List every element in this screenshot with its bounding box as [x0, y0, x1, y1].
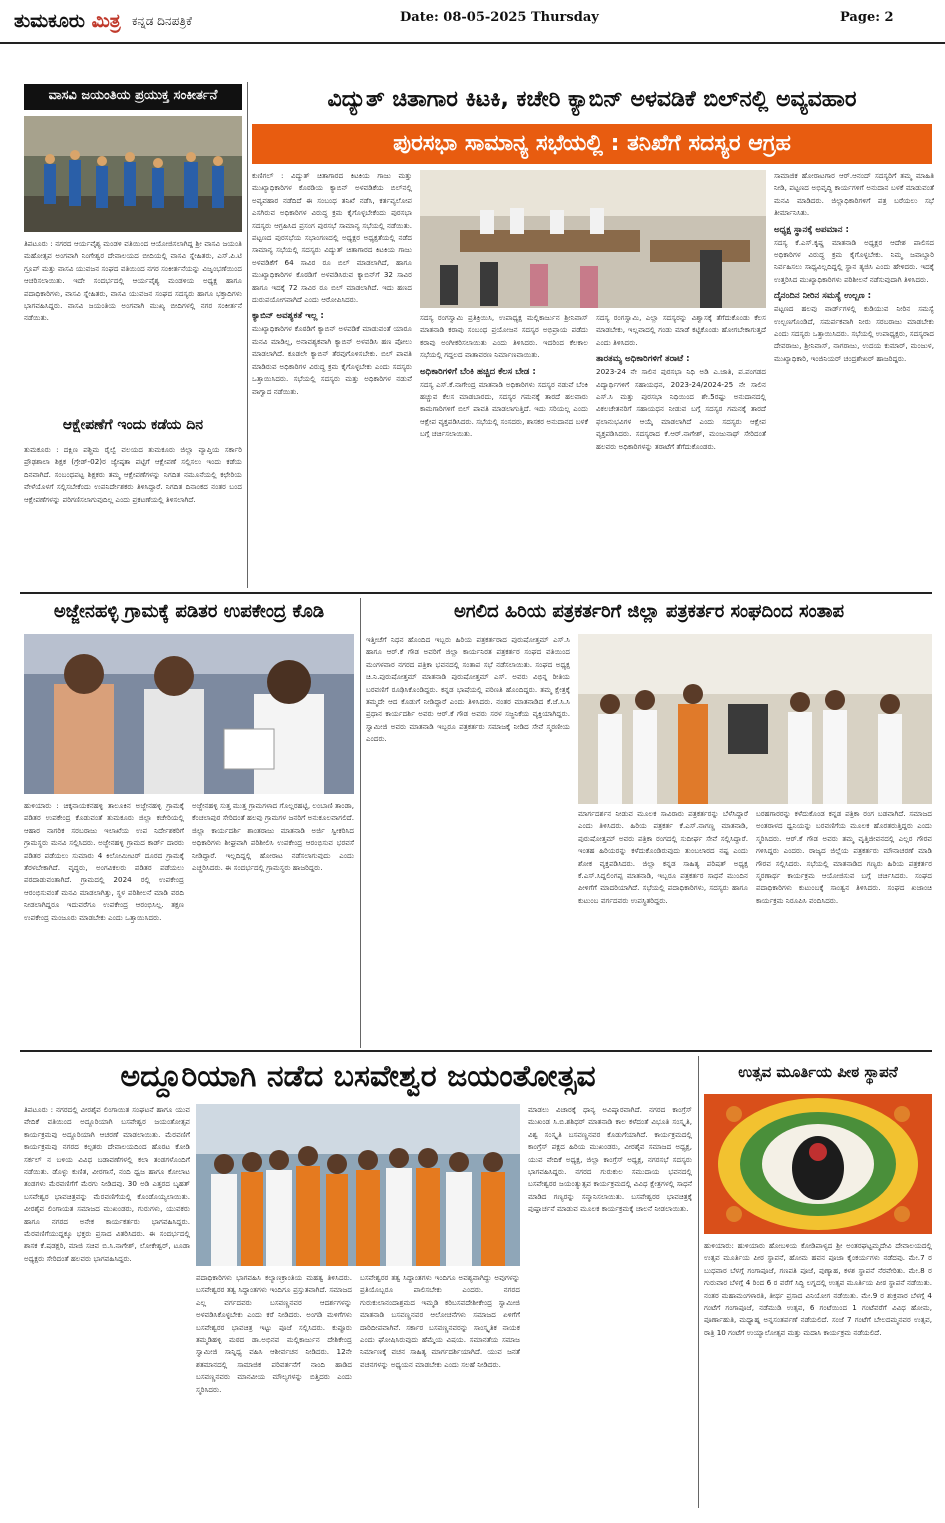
tagline: ಕನ್ನಡ ದಿನಪತ್ರಿಕೆ — [132, 14, 193, 28]
objection-headline: ಆಕ್ಷೇಪಣೆಗೆ ಇಂದು ಕಡೆಯ ದಿನ — [62, 417, 204, 433]
vasavi-headline: ವಾಸವಿ ಜಯಂತಿಯ ಪ್ರಯುಕ್ತ ಸಂಕೀರ್ತನೆ — [24, 84, 242, 110]
condolence-meeting-photo — [578, 634, 932, 804]
lead-column-1: ಕುಣಿಗಲ್ : ವಿದ್ಯುತ್ ಚಿತಾಗಾರದ ಕಿಟಕಿಯ ಗಾಜು ಮತ್ತು ಮುಖ್ಯಾಧಿಕಾರಿಗಳ ಕೊಠಡಿಯ ಕ್ಯಾಬಿನ್ ಅಳವಡಿಕೆಯ ಬಿಲ್‌ನಲ್ಲಿ ಅವ್ಯವಹಾರ ನಡೆದಿದೆ ಈ ಸಂಬಂಧ ತನಿಖೆ ನಡೆಸಿ, ಕರ್ತವ್ಯಲೋಪ ಎಸಗಿರುವ ಅಧಿಕಾರಿಗಳ ವಿರುದ್ಧ ಕ್ರಮ ಕೈಗೊಳ್ಳಬೇಕೆಂದು ಪುರಸಭಾ ಸದಸ್ಯರು ಆಗ್ರಹಿಸಿದ ಪ್ರಸಂಗ ಪುರಸಭೆ ಸಾಮಾನ್ಯ ಸಭೆಯಲ್ಲಿ ನಡೆಯಿತು. ಪಟ್ಟಣದ ಪುರಸಭೆಯ ಸಭಾಂಗಣದಲ್ಲಿ ಅಧ್ಯಕ್ಷರ ಅಧ್ಯಕ್ಷತೆಯಲ್ಲಿ ನಡೆದ ಸಾಮಾನ್ಯ ಸಭೆಯಲ್ಲಿ ಸದಸ್ಯರು ವಿದ್ಯುತ್ ಚಿತಾಗಾರದ ಕಿಟಕಿಯ ಗಾಜು ಅಳವಡಿಕೆಗೆ 64 ಸಾವಿರ ರೂ ಬಿಲ್ ಮಾಡಲಾಗಿದೆ, ಹಾಗೂ ಮುಖ್ಯಾಧಿಕಾರಿಗಳ ಕೊಠಡಿಗೆ ಅಳವಡಿಸಿರುವ ಕ್ಯಾಬಿನ್‌ಗೆ 32 ಸಾವಿರ ಹಾಗೂ ಇದಕ್ಕೆ 72 ಸಾವಿರ ರೂ ಬಿಲ್ ಮಾಡಲಾಗಿದೆ. ಇದು ಹಣದ ದುರುಪಯೋಗವಾಗಿದೆ ಎಂದು ಆರೋಪಿಸಿದರು. ಕ್ಯಾಬಿನ್ ಅವಶ್ಯಕತೆ ಇಲ್ಲ : ಮುಖ್ಯಾಧಿಕಾರಿಗಳ ಕೊಠಡಿಗೆ ಕ್ಯಾಬಿನ್ ಅಳವಡಿಕೆ ಮಾಡುವಂತೆ ಯಾರೂ ಮನವಿ ಮಾಡಿಲ್ಲ, ಅನಾವಶ್ಯಕವಾಗಿ ಕ್ಯಾಬಿನ್ ಅಳವಡಿಸಿ ಹಣ ಪೋಲು ಮಾಡಲಾಗಿದೆ. ಕೂಡಲೇ ಕ್ಯಾಬಿನ್ ತೆರವುಗೊಳಿಸಬೇಕು. ಬಿಲ್ ಪಾವತಿ ಮಾಡಿರುವ ಅಧಿಕಾರಿಗಳ ವಿರುದ್ಧ ಕ್ರಮ ಕೈಗೊಳ್ಳಬೇಕು ಎಂದು ಸದಸ್ಯರು ಒತ್ತಾಯಿಸಿದರು. ಸಭೆಯಲ್ಲಿ ಸದಸ್ಯರು ಮತ್ತು ಅಧಿಕಾರಿಗಳ ನಡುವೆ ವಾಗ್ವಾದ ನಡೆಯಿತು. — [252, 171, 412, 396]
vasavi-article-body: ತಿಪಟೂರು : ನಗರದ ಆರ್ಯವೈಶ್ಯ ಮಂಡಳಿ ವತಿಯಿಂದ ಆಯೋಜಿಸಲಾಗಿದ್ದ ಶ್ರೀ ವಾಸವಿ ಜಯಂತಿ ಮಹೋತ್ಸವ ಅಂಗವಾಗಿ ನಿಂಗೇಶ್ವರ ದೇವಾಲಯದ ಬೀದಿಯಲ್ಲಿ ವಾಸವಿ ಸ್ನೇಹಿತರು, ಎಸ್.ಪಿ.ಟಿ ಗ್ರೂಪ್ ಮತ್ತು ವಾಸವಿ ಯುವಜನ ಸಂಘದ ವತಿಯಿಂದ ನಗರ ಸಂಕೀರ್ತನೆಯನ್ನು ವಿಜೃಂಭಣೆಯಿಂದ ಆಚರಿಸಲಾಯಿತು. ಇದೇ ಸಂದರ್ಭದಲ್ಲಿ ಆರ್ಯವೈಶ್ಯ ಮಂಡಳಿಯ ಅಧ್ಯಕ್ಷ ಹಾಗೂ ಪದಾಧಿಕಾರಿಗಳು, ವಾಸವಿ ಸ್ನೇಹಿತರು, ವಾಸವಿ ಯುವಜನ ಸಂಘದ ಸದಸ್ಯರು ಹಾಗೂ ಭಕ್ತಾದಿಗಳು ಭಾಗವಹಿಸಿದ್ದರು. ವಾಸವಿ ಜಯಂತಿಯ ಅಂಗವಾಗಿ ಮುಖ್ಯ ಬೀದಿಗಳಲ್ಲಿ ನಗರ ಸಂಕೀರ್ತನೆ ನಡೆಯಿತು. — [24, 239, 242, 323]
condolence-headline: ಅಗಲಿದ ಹಿರಿಯ ಪತ್ರಕರ್ತರಿಗೆ ಜಿಲ್ಲಾ ಪತ್ರಕರ್ತರ ಸಂಘದಿಂದ ಸಂತಾಪ — [453, 601, 845, 622]
newspaper-logo: ತುಮಕೂರು ಮಿತ್ರ — [14, 10, 121, 32]
lead-subheadline: ಪುರಸಭಾ ಸಾಮಾನ್ಯ ಸಭೆಯಲ್ಲಿ : ತನಿಖೆಗೆ ಸದಸ್ಯರ ಆಗ್ರಹ — [252, 124, 932, 164]
issue-date: Date: 08-05-2025 Thursday — [400, 10, 599, 25]
petition-photo — [24, 634, 354, 794]
utsava-article-body: ಹುಳಿಯಾರು: ಹುಳಿಯಾರು ಹೋಬಳಿಯ ಕೋಡಿಪಾಳ್ಯದ ಶ್ರೀ ಅಂತರಘಟ್ಟಮ್ಮದೇವಿ ದೇವಾಲಯದಲ್ಲಿ ಉತ್ಸವ ಮೂರ್ತಿಯ ಪೀಠ ಸ್ಥಾಪನೆ, ಹೋಮ ಹವನ ಪೂಜಾ ಕೈಂಕರ್ಯಗಳು ನಡೆದವು. ಮೇ.7 ರ ಬುಧವಾರ ಬೆಳಗ್ಗೆ ಗಂಗಾಪೂಜೆ, ಗಣಪತಿ ಪೂಜೆ, ಪುಣ್ಯಾಹ, ಕಳಶ ಸ್ಥಾಪನೆ ನೆರವೇರಿತು. ಮೇ.8 ರ ಗುರುವಾರ ಬೆಳಗ್ಗೆ 4 ರಿಂದ 6 ರ ವರೆಗೆ ಸಿದ್ಧಿ ಲಗ್ನದಲ್ಲಿ ಉತ್ಸವ ಮೂರ್ತಿಯ ಪೀಠ ಸ್ಥಾಪನೆ ನಡೆಯಿತು. ನಂತರ ಮಹಾಮಂಗಳಾರತಿ, ತೀರ್ಥ ಪ್ರಸಾದ ವಿನಿಯೋಗ ನಡೆಯಿತು. ಮೇ.9 ರ ಶುಕ್ರವಾರ ಬೆಳಗ್ಗೆ 4 ಗಂಟೆಗೆ ಗಂಗಾಪೂಜೆ, ನಡೆಮುಡಿ ಉತ್ಸವ, 6 ಗಂಟೆಯಿಂದ 1 ಗಂಟೆವರೆಗೆ ವಿವಿಧ ಹೋಮ, ಪೂರ್ಣಾಹುತಿ, ಮಧ್ಯಾಹ್ನ ಅನ್ನಸಂತರ್ಪಣೆ ನಡೆಯಲಿದೆ. ಸಂಜೆ 7 ಗಂಟೆಗೆ ಬೇಲದಮ್ಮನವರ ಉತ್ಸವ, ರಾತ್ರಿ 10 ಗಂಟೆಗೆ ಉಯ್ಯಾಲೋತ್ಸವ ಮತ್ತು ಮದಾಸಿ ಕಾರ್ಯಕ್ರಮ ನಡೆಯಲಿದೆ. — [704, 1241, 932, 1337]
objection-article-body: ತುಮಕೂರು : ದಕ್ಷಿಣ ಪಶ್ಚಿಮ ರೈಲ್ವೆ ವಲಯದ ತುಮಕೂರು ಜಿಲ್ಲಾ ವ್ಯಾಪ್ತಿಯ ಸರ್ಕಾರಿ ಪ್ರೌಢಶಾಲಾ ಶಿಕ್ಷಕ (ಗ್ರೇಡ್-02)ರ ಜ್ಯೇಷ್ಠತಾ ಪಟ್ಟಿಗೆ ಆಕ್ಷೇಪಣೆ ಸಲ್ಲಿಸಲು ಇಂದು ಕಡೆಯ ದಿನವಾಗಿದೆ. ಸಂಬಂಧಪಟ್ಟ ಶಿಕ್ಷಕರು ತಮ್ಮ ಆಕ್ಷೇಪಣೆಗಳನ್ನು ನಿಗದಿತ ನಮೂನೆಯಲ್ಲಿ ಕಛೇರಿಯ ವೇಳೆಯೊಳಗೆ ಸಲ್ಲಿಸಬೇಕೆಂದು ಉಪನಿರ್ದೇಶಕರು ತಿಳಿಸಿದ್ದಾರೆ. ನಿಗದಿತ ದಿನಾಂಕದ ನಂತರ ಬಂದ ಆಕ್ಷೇಪಣೆಗಳನ್ನು ಪರಿಗಣಿಸಲಾಗುವುದಿಲ್ಲ ಎಂದು ಪ್ರಕಟಣೆಯಲ್ಲಿ ತಿಳಿಸಲಾಗಿದೆ. — [24, 445, 242, 504]
basava-column-1: ತಿಪಟೂರು : ನಗರದಲ್ಲಿ ವೀರಶೈವ ಲಿಂಗಾಯಿತ ಸಂಘಟನೆ ಹಾಗೂ ಯುವ ವೇದಿಕೆ ವತಿಯಿಂದ ಅದ್ದೂರಿಯಾಗಿ ಬಸವೇಶ್ವರ ಜಯಂತೋತ್ಸವ ಕಾರ್ಯಕ್ರಮವು ಅದ್ದೂರಿಯಾಗಿ ಆಚರಣೆ ಮಾಡಲಾಯಿತು. ಮೆರವಣಿಗೆ ಕಾರ್ಯಕ್ರಮವು ನಗರದ ಕಲ್ಪತರು ದೇವಾಲಯದಿಂದ ಹೊರಟ ಕೋಡಿ ಸರ್ಕಲ್ ನ ಬಳಿಯ ವಿವಿಧ ಬಡಾವಣೆಗಳಲ್ಲಿ ಕಲಾ ತಂಡಗಳೊಂದಿಗೆ ನಡೆಯಿತು. ಡೊಳ್ಳು ಕುಣಿತ, ವೀರಗಾಸೆ, ನಂದಿ ಧ್ವಜ ಹಾಗೂ ಕೋಲಾಟ ತಂಡಗಳು ಮೆರವಣಿಗೆಗೆ ಮೆರಗು ನೀಡಿದವು. 30 ಅಡಿ ಎತ್ತರದ ಬೃಹತ್ ಬಸವೇಶ್ವರ ಭಾವಚಿತ್ರವನ್ನು ಮೆರವಣಿಗೆಯಲ್ಲಿ ಕೊಂಡೊಯ್ಯಲಾಯಿತು. ವೀರಶೈವ ಲಿಂಗಾಯತ ಸಮಾಜದ ಮುಖಂಡರು, ಗುರುಗಳು, ಯುವಕರು ಹಾಗೂ ನಗರದ ಅನೇಕ ಕಾರ್ಯಕರ್ತರು ಭಾಗವಹಿಸಿದ್ದರು. ಮೆರವಣಿಗೆಯುದ್ದಕ್ಕೂ ಭಕ್ತರು ಪ್ರಸಾದ ವಿತರಿಸಿದರು. ಈ ಸಂದರ್ಭದಲ್ಲಿ ಶಾಸಕ ಕೆ.ಷಡಕ್ಷರಿ, ಮಾಜಿ ಸಚಿವ ಬಿ.ಸಿ.ನಾಗೇಶ್, ಲೋಕೇಶ್ವರ್, ಟೂಡಾ ಅಧ್ಯಕ್ಷರು ಸೇರಿದಂತೆ ಹಲವರು ಭಾಗವಹಿಸಿದ್ದರು. — [24, 1105, 190, 1263]
deity-photo — [704, 1094, 932, 1234]
column-divider — [698, 1056, 699, 1508]
lead-headline: ವಿದ್ಯುತ್ ಚಿತಾಗಾರ ಕಿಟಕಿ, ಕಚೇರಿ ಕ್ಯಾಬಿನ್ ಅಳವಡಿಕೆ ಬಿಲ್‌ನಲ್ಲಿ ಅವ್ಯವಹಾರ — [327, 87, 857, 112]
basava-column-4: ಮಾಡಲು ವಿಚಾರಕ್ಕೆ ಧಾನ್ಯ ಅವಿಷ್ಕಾರವಾಗಿದೆ. ನಗರದ ಕಾಂಗ್ರೆಸ್ ಮುಖಂಡ ಸಿ.ಬಿ.ಶಶಿಧರ್ ಮಾತನಾಡಿ ಕಾಲ ಕಳೆದಂತೆ ವಿಭೂತಿ ಸಂಸ್ಕೃತಿ, ವಿಶ್ವ ಸಂಸ್ಕೃತಿ ಬಸವಣ್ಣನವರ ಕೊಡುಗೆಯಾಗಿದೆ. ಕಾರ್ಯಕ್ರಮದಲ್ಲಿ ಕಾಂಗ್ರೆಸ್ ಪಕ್ಷದ ಹಿರಿಯ ಮುಖಂಡರು, ವೀರಶೈವ ಸಮಾಜದ ಅಧ್ಯಕ್ಷ, ಯುವ ವೇದಿಕೆ ಅಧ್ಯಕ್ಷ, ಜಿಲ್ಲಾ ಕಾಂಗ್ರೆಸ್ ಅಧ್ಯಕ್ಷ, ನಗರಸಭೆ ಸದಸ್ಯರು ಭಾಗವಹಿಸಿದ್ದರು. ನಗರದ ಗುರುಕುಲ ಸಮುದಾಯ ಭವನದಲ್ಲಿ ಬಸವೇಶ್ವರರ ಜಯಂತ್ಯುತ್ಸವ ಕಾರ್ಯಕ್ರಮದಲ್ಲಿ ವಿವಿಧ ಕ್ಷೇತ್ರಗಳಲ್ಲಿ ಸಾಧನೆ ಮಾಡಿದ ಗಣ್ಯರನ್ನು ಸನ್ಮಾನಿಸಲಾಯಿತು. ಬಸವೇಶ್ವರರ ಭಾವಚಿತ್ರಕ್ಕೆ ಪುಷ್ಪಾರ್ಚನೆ ಮಾಡುವ ಮೂಲಕ ಕಾರ್ಯಕ್ರಮಕ್ಕೆ ಚಾಲನೆ ನೀಡಲಾಯಿತು. — [528, 1105, 692, 1214]
lead-column-3: ಸದಸ್ಯ ರಂಗಸ್ವಾಮಿ, ಎಲ್ಲಾ ಸದಸ್ಯರನ್ನು ವಿಶ್ವಾಸಕ್ಕೆ ತೆಗೆದುಕೊಂಡು ಕೆಲಸ ಮಾಡಬೇಕು, ಇಲ್ಲವಾದಲ್ಲಿ ಗಂಡು ಮಾಡೆ ಕಟ್ಟಿಕೊಂಡು ಹೋಗಬೇಕಾಗುತ್ತದೆ ಎಂದು ತಿಳಿಸಿದರು. ತಾರತಮ್ಯ ಅಧಿಕಾರಿಗಳಿಗೆ ತರಾಟೆ : 2023-24 ನೇ ಸಾಲಿನ ಪುರಸಭಾ ನಿಧಿ ಅಡಿ ಎ.ಜಾತಿ, ಪ.ಪಂಗಡದ ವಿದ್ಯಾರ್ಥಿಗಳಿಗೆ ಸಹಾಯಧನ, 2023-24/2024-25 ನೇ ಸಾಲಿನ ಎಸ್.ಸಿ ಮತ್ತು ಪುರಸಭಾ ನಿಧಿಯಿಂದ ಶೇ.5ರಷ್ಟು ಅನುದಾನದಲ್ಲಿ ವಿಕಲಚೇತನರಿಗೆ ಸಹಾಯಧನ ನೀಡುವ ಬಗ್ಗೆ ಸದಸ್ಯರ ಗಮನಕ್ಕೆ ತಾರದೆ ಫಲಾನುಭವಿಗಳ ಆಯ್ಕೆ ಮಾಡಲಾಗಿದೆ ಎಂದು ಸದಸ್ಯರು ಆಕ್ಷೇಪ ವ್ಯಕ್ತಪಡಿಸಿದರು. ಸದಸ್ಯರಾದ ಕೆ.ಆರ್.ನಾಗೇಶ್, ಮಂಜುನಾಥ್ ಸೇರಿದಂತೆ ಹಲವರು ಅಧಿಕಾರಿಗಳನ್ನು ತರಾಟೆಗೆ ತೆಗೆದುಕೊಂಡರು. — [596, 313, 766, 451]
masthead — [0, 0, 945, 44]
column-divider — [360, 598, 361, 1048]
section-divider — [20, 592, 932, 594]
condolence-column-3: ಬರಹಗಾರರನ್ನು ಕಳೆದುಕೊಂಡ ಕನ್ನಡ ಪತ್ರಿಕಾ ರಂಗ ಬಡವಾಗಿದೆ. ಸಮಾಜದ ಅಂತರಾಳದ ಧ್ವನಿಯನ್ನು ಬರವಣಿಗೆಯ ಮೂಲಕ ಹೊರತರುತ್ತಿದ್ದರು ಎಂದು ಸ್ಮರಿಸಿದರು. ಆರ್.ಕೆ ಗೌಡ ಅವರು ತಮ್ಮ ವೃತ್ತಿಜೀವನದಲ್ಲಿ ಎಲ್ಲರ ಗೌರವ ಗಳಿಸಿದ್ದರು ಎಂದರು. ರಾಜ್ಯದ ಜಿಲ್ಲೆಯ ಪತ್ರಕರ್ತರು ಮೌನಾಚರಣೆ ಮಾಡಿ ಗೌರವ ಸಲ್ಲಿಸಿದರು. ಸಭೆಯಲ್ಲಿ ಮಾತನಾಡಿದ ಗಣ್ಯರು ಹಿರಿಯ ಪತ್ರಕರ್ತರ ಸ್ಮರಣಾರ್ಥ ಕಾರ್ಯಕ್ರಮ ಆಯೋಜಿಸುವ ಬಗ್ಗೆ ಚರ್ಚಿಸಿದರು. ಸಂಘದ ಪದಾಧಿಕಾರಿಗಳು ಕುಟುಂಬಕ್ಕೆ ಸಾಂತ್ವನ ತಿಳಿಸಿದರು. ಸಂಘದ ಖಜಾಂಚಿ ಕಾರ್ಯಕ್ರಮ ನಿರೂಪಿಸಿ ವಂದಿಸಿದರು. — [756, 809, 932, 905]
condolence-column-1: ಇತ್ತೀಚೆಗೆ ನಿಧನ ಹೊಂದಿದ ಇಬ್ಬರು ಹಿರಿಯ ಪತ್ರಕರ್ತರಾದ ಪುರುಷೋತ್ತಮ್ ಎಸ್.ಸಿ ಹಾಗೂ ಆರ್.ಕೆ ಗೌಡ ಅವರಿಗೆ ಜಿಲ್ಲಾ ಕಾರ್ಯನಿರತ ಪತ್ರಕರ್ತರ ಸಂಘದ ವತಿಯಿಂದ ಮಂಗಳವಾರ ನಗರದ ಪತ್ರಿಕಾ ಭವನದಲ್ಲಿ ಸಂತಾಪ ಸಭೆ ನಡೆಸಲಾಯಿತು. ಸಂಘದ ಅಧ್ಯಕ್ಷ ಚಿ.ನಿ.ಪುರುಷೋತ್ತಮ್ ಮಾತನಾಡಿ ಪುರುಷೋತ್ತಮ್ ಎಸ್. ಅವರು ವಿಭಿನ್ನ ರೀತಿಯ ಬರವಣಿಗೆ ರೂಢಿಸಿಕೊಂಡಿದ್ದರು. ಕನ್ನಡ ಭಾಷೆಯಲ್ಲಿ ಪರಿಣತಿ ಹೊಂದಿದ್ದರು. ತಮ್ಮ ಕ್ಷೇತ್ರಕ್ಕೆ ತಮ್ಮದೇ ಆದ ಕೊಡುಗೆ ನೀಡಿದ್ದಾರೆ ಎಂದು ತಿಳಿಸಿದರು. ನಂತರ ಮಾತನಾಡಿದ ಕೆ.ಜೆ.ಸಿ.ಸಿ ಪ್ರಧಾನ ಕಾರ್ಯದರ್ಶಿ ಅವರು ಆರ್.ಕೆ ಗೌಡ ಅವರು ಸರಳ ಸಜ್ಜನಿಕೆಯ ವ್ಯಕ್ತಿಯಾಗಿದ್ದರು. ಸ್ವಾಮೀಜಿ ಅವರು ಮಾತನಾಡಿ ಇಬ್ಬರೂ ಪತ್ರಕರ್ತರು ಸಮಾಜಕ್ಕೆ ನೀಡಿದ ಸೇವೆ ಸ್ಮರಣೀಯ ಎಂದರು. — [366, 635, 570, 744]
council-meeting-photo — [420, 170, 766, 308]
ajjenahalli-column-2: ಅಜ್ಜೇನಹಳ್ಳಿ ಸುತ್ತ ಮುತ್ತ ಗ್ರಾಮಗಳಾದ ಗೊಲ್ಲರಹಟ್ಟಿ, ಲಂಬಾಣಿ ತಾಂಡಾ, ಕೆಂಚಲಾಪುರ ಸೇರಿದಂತೆ ಹಲವು ಗ್ರಾಮಗಳ ಜನರಿಗೆ ಅನುಕೂಲವಾಗಲಿದೆ. ಜಿಲ್ಲಾ ಕಾರ್ಯದರ್ಶಿ ಶಾಂತರಾಜು ಮಾತನಾಡಿ ಅರ್ಜಿ ಸ್ವೀಕರಿಸಿದ ಅಧಿಕಾರಿಗಳು ಶೀಘ್ರವಾಗಿ ಪರಿಶೀಲಿಸಿ ಉಪಕೇಂದ್ರ ಆರಂಭಿಸುವ ಭರವಸೆ ನೀಡಿದ್ದಾರೆ. ಇಲ್ಲದಿದ್ದಲ್ಲಿ ಹೋರಾಟ ನಡೆಸಲಾಗುವುದು ಎಂದು ಎಚ್ಚರಿಸಿದರು. ಈ ಸಂದರ್ಭದಲ್ಲಿ ಗ್ರಾಮಸ್ಥರು ಹಾಜರಿದ್ದರು. — [192, 801, 354, 873]
basava-procession-photo — [196, 1104, 520, 1266]
procession-photo — [24, 116, 242, 232]
column-divider — [247, 82, 248, 588]
lead-column-2: ಸದಸ್ಯ ರಂಗಸ್ವಾಮಿ ಪ್ರತಿಕ್ರಿಯಿಸಿ, ಉಪಾಧ್ಯಕ್ಷ ಮಲ್ಲಿಕಾರ್ಜುನ ಶ್ರೀನಿವಾಸ್ ಮಾತನಾಡಿ ಕರಾವು ಸಂಬಂಧ ಪ್ರಯೋಜನ ಸದಸ್ಯರ ಅಭಿಪ್ರಾಯ ಪಡೆದು ಕರಾವು ಅಂಗೀಕರಿಸಲಾಯಿತು ಎಂದು ತಿಳಿಸಿದರು. ಇದರಿಂದ ಕೆಲಕಾಲ ಸಭೆಯಲ್ಲಿ ಗದ್ದಲದ ವಾತಾವರಣ ನಿರ್ಮಾಣವಾಯಿತು. ಅಧಿಕಾರಿಗಳಿಗೆ ಬೆಂಕಿ ಹಚ್ಚಿದ ಕೆಲಸ ಬೇಡ : ಸದಸ್ಯ ಎಸ್.ಕೆ.ನಾಗೇಂದ್ರ ಮಾತನಾಡಿ ಅಧಿಕಾರಿಗಳು ಸದಸ್ಯರ ನಡುವೆ ಬೆಂಕಿ ಹಚ್ಚುವ ಕೆಲಸ ಮಾಡಬಾರದು, ಸದಸ್ಯರ ಗಮನಕ್ಕೆ ತಾರದೆ ಹಲವಾರು ಕಾಮಗಾರಿಗಳಿಗೆ ಬಿಲ್ ಪಾವತಿ ಮಾಡಲಾಗುತ್ತಿದೆ. ಇದು ಸರಿಯಲ್ಲ ಎಂದು ಆಕ್ಷೇಪ ವ್ಯಕ್ತಪಡಿಸಿದರು. ಸಭೆಯಲ್ಲಿ ಸಂಸದರು, ಶಾಸಕರ ಅನುದಾನದ ಬಳಕೆ ಬಗ್ಗೆ ಚರ್ಚಿಸಲಾಯಿತು. — [420, 313, 588, 439]
condolence-column-2: ಮಾರ್ಗದರ್ಶನ ನೀಡುವ ಮೂಲಕ ಸಾವಿರಾರು ಪತ್ರಕರ್ತರನ್ನು ಬೆಳೆಸಿದ್ದಾರೆ ಎಂದು ತಿಳಿಸಿದರು. ಹಿರಿಯ ಪತ್ರಕರ್ತ ಕೆ.ಎಸ್.ನಾಗಣ್ಣ ಮಾತನಾಡಿ, ಪುರುಷೋತ್ತಮ್ ಅವರು ಪತ್ರಿಕಾ ರಂಗದಲ್ಲಿ ಸುದೀರ್ಘ ಸೇವೆ ಸಲ್ಲಿಸಿದ್ದಾರೆ. ಇಂತಹ ಹಿರಿಯರನ್ನು ಕಳೆದುಕೊಂಡಿರುವುದು ತುಂಬಲಾರದ ನಷ್ಟ ಎಂದು ಶೋಕ ವ್ಯಕ್ತಪಡಿಸಿದರು. ಜಿಲ್ಲಾ ಕನ್ನಡ ಸಾಹಿತ್ಯ ಪರಿಷತ್ ಅಧ್ಯಕ್ಷ ಕೆ.ಎಸ್.ಸಿದ್ದಲಿಂಗಪ್ಪ ಮಾತನಾಡಿ, ಇಬ್ಬರೂ ಪತ್ರಕರ್ತರ ಸಾಧನೆ ಮುಂದಿನ ಪೀಳಿಗೆಗೆ ಮಾದರಿಯಾಗಿದೆ. ಸಭೆಯಲ್ಲಿ ಪದಾಧಿಕಾರಿಗಳು, ಸದಸ್ಯರು ಹಾಗೂ ಕುಟುಂಬ ವರ್ಗದವರು ಉಪಸ್ಥಿತರಿದ್ದರು. — [578, 809, 748, 905]
utsava-headline: ಉತ್ಸವ ಮೂರ್ತಿಯ ಪೀಠ ಸ್ಥಾಪನೆ — [738, 1063, 898, 1081]
basava-column-3: ಬಸವೇಶ್ವರರ ತತ್ವ ಸಿದ್ಧಾಂತಗಳು ಇಂದಿಗೂ ಅವಶ್ಯವಾಗಿದ್ದು ಅವುಗಳನ್ನು ಪ್ರತಿಯೊಬ್ಬರೂ ಪಾಲಿಸಬೇಕು ಎಂದರು. ನಗರದ ಗುರುಕುಲಾನಂದಾಶ್ರಮದ ಇಮ್ಮಡಿ ಕರಿಬಸವದೇಶೀಕೇಂದ್ರ ಸ್ವಾಮೀಜಿ ಮಾತನಾಡಿ ಬಸವಣ್ಣನವರ ಆಲೋಚನೆಗಳು ಸಮಾಜದ ಏಳಿಗೆಗೆ ದಾರಿದೀಪವಾಗಿವೆ. ಸರ್ಕಾರ ಬಸವಣ್ಣನವರನ್ನು ಸಾಂಸ್ಕೃತಿಕ ನಾಯಕ ಎಂದು ಘೋಷಿಸಿರುವುದು ಹೆಮ್ಮೆಯ ವಿಷಯ. ಸಮಾನತೆಯ ಸಮಾಜ ನಿರ್ಮಾಣಕ್ಕೆ ವಚನ ಸಾಹಿತ್ಯ ಮಾರ್ಗದರ್ಶಿಯಾಗಿದೆ. ಯುವ ಜನತೆ ವಚನಗಳನ್ನು ಅಧ್ಯಯನ ಮಾಡಬೇಕು ಎಂದು ಸಲಹೆ ನೀಡಿದರು. — [360, 1273, 520, 1369]
ajjenahalli-headline: ಅಜ್ಜೇನಹಳ್ಳಿ ಗ್ರಾಮಕ್ಕೆ ಪಡಿತರ ಉಪಕೇಂದ್ರ ಕೊಡಿ — [53, 601, 325, 622]
lead-column-4: ಸಾಮಾಜಿಕ ಹೋರಾಟಗಾರ ಆರ್.ಆನಂದ್ ಸದಸ್ಯರಿಗೆ ತಮ್ಮ ಮಾಹಿತಿ ನೀಡಿ, ಪಟ್ಟಣದ ಅಭಿವೃದ್ಧಿ ಕಾರ್ಯಗಳಿಗೆ ಅನುದಾನ ಬಳಕೆ ಮಾಡುವಂತೆ ಮನವಿ ಮಾಡಿದರು. ಜಿಲ್ಲಾಧಿಕಾರಿಗಳಿಗೆ ಪತ್ರ ಬರೆಯಲು ಸಭೆ ತೀರ್ಮಾನಿಸಿತು. ಅಧ್ಯಕ್ಷ ಸ್ಥಾನಕ್ಕೆ ಅಪಮಾನ : ಸದಸ್ಯ ಕೆ.ಎಸ್.ಕೃಷ್ಣ ಮಾತನಾಡಿ ಅಧ್ಯಕ್ಷರ ಆದೇಶ ಪಾಲಿಸದ ಅಧಿಕಾರಿಗಳ ವಿರುದ್ಧ ಕ್ರಮ ಕೈಗೊಳ್ಳಬೇಕು. ನಿಮ್ಮ ಜವಾಬ್ದಾರಿ ನಿರ್ವಹಿಸಲು ಸಾಧ್ಯವಿಲ್ಲದಿದ್ದಲ್ಲಿ ಸ್ಥಾನ ತ್ಯಜಿಸಿ ಎಂದು ಹೇಳಿದರು. ಇದಕ್ಕೆ ಉತ್ತರಿಸಿದ ಮುಖ್ಯಾಧಿಕಾರಿಗಳು ಪರಿಶೀಲನೆ ನಡೆಸುವುದಾಗಿ ತಿಳಿಸಿದರು. ದೈನಂದಿನ ನೀರಿನ ಸಮಸ್ಯೆ ಉಲ್ಬಣ : ಪಟ್ಟಣದ ಹಲವು ವಾರ್ಡ್‌ಗಳಲ್ಲಿ ಕುಡಿಯುವ ನೀರಿನ ಸಮಸ್ಯೆ ಉಲ್ಬಣಗೊಂಡಿದೆ, ಸಮರ್ಪಕವಾಗಿ ನೀರು ಸರಬರಾಜು ಮಾಡಬೇಕು ಎಂದು ಸದಸ್ಯರು ಒತ್ತಾಯಿಸಿದರು. ಸಭೆಯಲ್ಲಿ ಉಪಾಧ್ಯಕ್ಷರು, ಸದಸ್ಯರಾದ ದೇವರಾಜು, ಶ್ರೀನಿವಾಸ್, ನಾಗರಾಜು, ಉದಯ ಕುಮಾರ್, ಮಂಜುಳ, ಮುಖ್ಯಾಧಿಕಾರಿ, ಇಂಜಿನಿಯರ್ ಚಂದ್ರಶೇಖರ್ ಹಾಜರಿದ್ದರು. — [774, 171, 934, 363]
page-number: Page: 2 — [840, 10, 894, 25]
section-divider — [20, 1050, 932, 1052]
basava-column-2: ಪದಾಧಿಕಾರಿಗಳು ಭಾಗವಹಿಸಿ ಕಲ್ಯಾಣಕ್ರಾಂತಿಯ ಮಹತ್ವ ತಿಳಿಸಿದರು. ಬಸವೇಶ್ವರರ ತತ್ವ ಸಿದ್ಧಾಂತಗಳು ಇಂದಿಗೂ ಪ್ರಸ್ತುತವಾಗಿದೆ. ಸಮಾಜದ ಎಲ್ಲ ವರ್ಗದವರು ಬಸವಣ್ಣನವರ ಆದರ್ಶಗಳನ್ನು ಅಳವಡಿಸಿಕೊಳ್ಳಬೇಕು ಎಂದು ಕರೆ ನೀಡಿದರು. ಅಂಗಡಿ ಮಳಿಗೆಗಳು ಬಸವೇಶ್ವರರ ಭಾವಚಿತ್ರ ಇಟ್ಟು ಪೂಜೆ ಸಲ್ಲಿಸಿದರು. ಕುಪ್ಪೂರು ತಮ್ಮಡಿಹಳ್ಳಿ ಮಠದ ಡಾ.ಅಭಿನವ ಮಲ್ಲಿಕಾರ್ಜುನ ದೇಶಿಕೇಂದ್ರ ಸ್ವಾಮೀಜಿ ಸಾನ್ನಿಧ್ಯ ವಹಿಸಿ ಆಶೀರ್ವಚನ ನೀಡಿದರು. 12ನೇ ಶತಮಾನದಲ್ಲಿ ಸಾಮಾಜಿಕ ಪರಿವರ್ತನೆಗೆ ನಾಂದಿ ಹಾಡಿದ ಬಸವಣ್ಣನವರು ಮಾನವೀಯ ಮೌಲ್ಯಗಳನ್ನು ಬಿತ್ತಿದರು ಎಂದು ಸ್ಮರಿಸಿದರು. — [196, 1273, 352, 1394]
basava-headline: ಅದ್ದೂರಿಯಾಗಿ ನಡೆದ ಬಸವೇಶ್ವರ ಜಯಂತೋತ್ಸವ — [120, 1059, 596, 1094]
ajjenahalli-column-1: ಹುಳಿಯಾರು : ಚಿಕ್ಕನಾಯಕನಹಳ್ಳಿ ತಾಲೂಕಿನ ಅಜ್ಜೇನಹಳ್ಳಿ ಗ್ರಾಮಕ್ಕೆ ಪಡಿತರ ಉಪಕೇಂದ್ರ ಕೊಡುವಂತೆ ತುಮಕೂರು ಜಿಲ್ಲಾ ಕಚೇರಿಯಲ್ಲಿ ಆಹಾರ ನಾಗರಿಕ ಸರಬರಾಜು ಇಲಾಖೆಯ ಉಪ ನಿರ್ದೇಶಕರಿಗೆ ಗ್ರಾಮಸ್ಥರು ಮನವಿ ಸಲ್ಲಿಸಿದರು. ಅಜ್ಜೇನಹಳ್ಳಿ ಗ್ರಾಮದ ಕಾರ್ಡ್ ದಾರರು ಪಡಿತರ ಪಡೆಯಲು ಸುಮಾರು 4 ಕಿಲೋಮೀಟರ್ ದೂರದ ಗ್ರಾಮಕ್ಕೆ ತೆರಳಬೇಕಾಗಿದೆ. ವೃದ್ಧರು, ಅಂಗವಿಕಲರು ಪಡಿತರ ಪಡೆಯಲು ಪರದಾಡುವಂತಾಗಿದೆ. ಗ್ರಾಮದಲ್ಲಿ 2024 ರಲ್ಲಿ ಉಪಕೇಂದ್ರ ಆರಂಭಿಸುವಂತೆ ಮನವಿ ಮಾಡಲಾಗಿತ್ತು, ಸ್ಥಳ ಪರಿಶೀಲನೆ ಮಾಡಿ ವರದಿ ನೀಡಲಾಗಿದ್ದರೂ ಇದುವರೆಗೂ ಉಪಕೇಂದ್ರ ಆರಂಭಿಸಿಲ್ಲ. ತಕ್ಷಣ ಉಪಕೇಂದ್ರ ಮಂಜೂರು ಮಾಡಬೇಕು ಎಂದು ಒತ್ತಾಯಿಸಿದರು. — [24, 801, 184, 922]
